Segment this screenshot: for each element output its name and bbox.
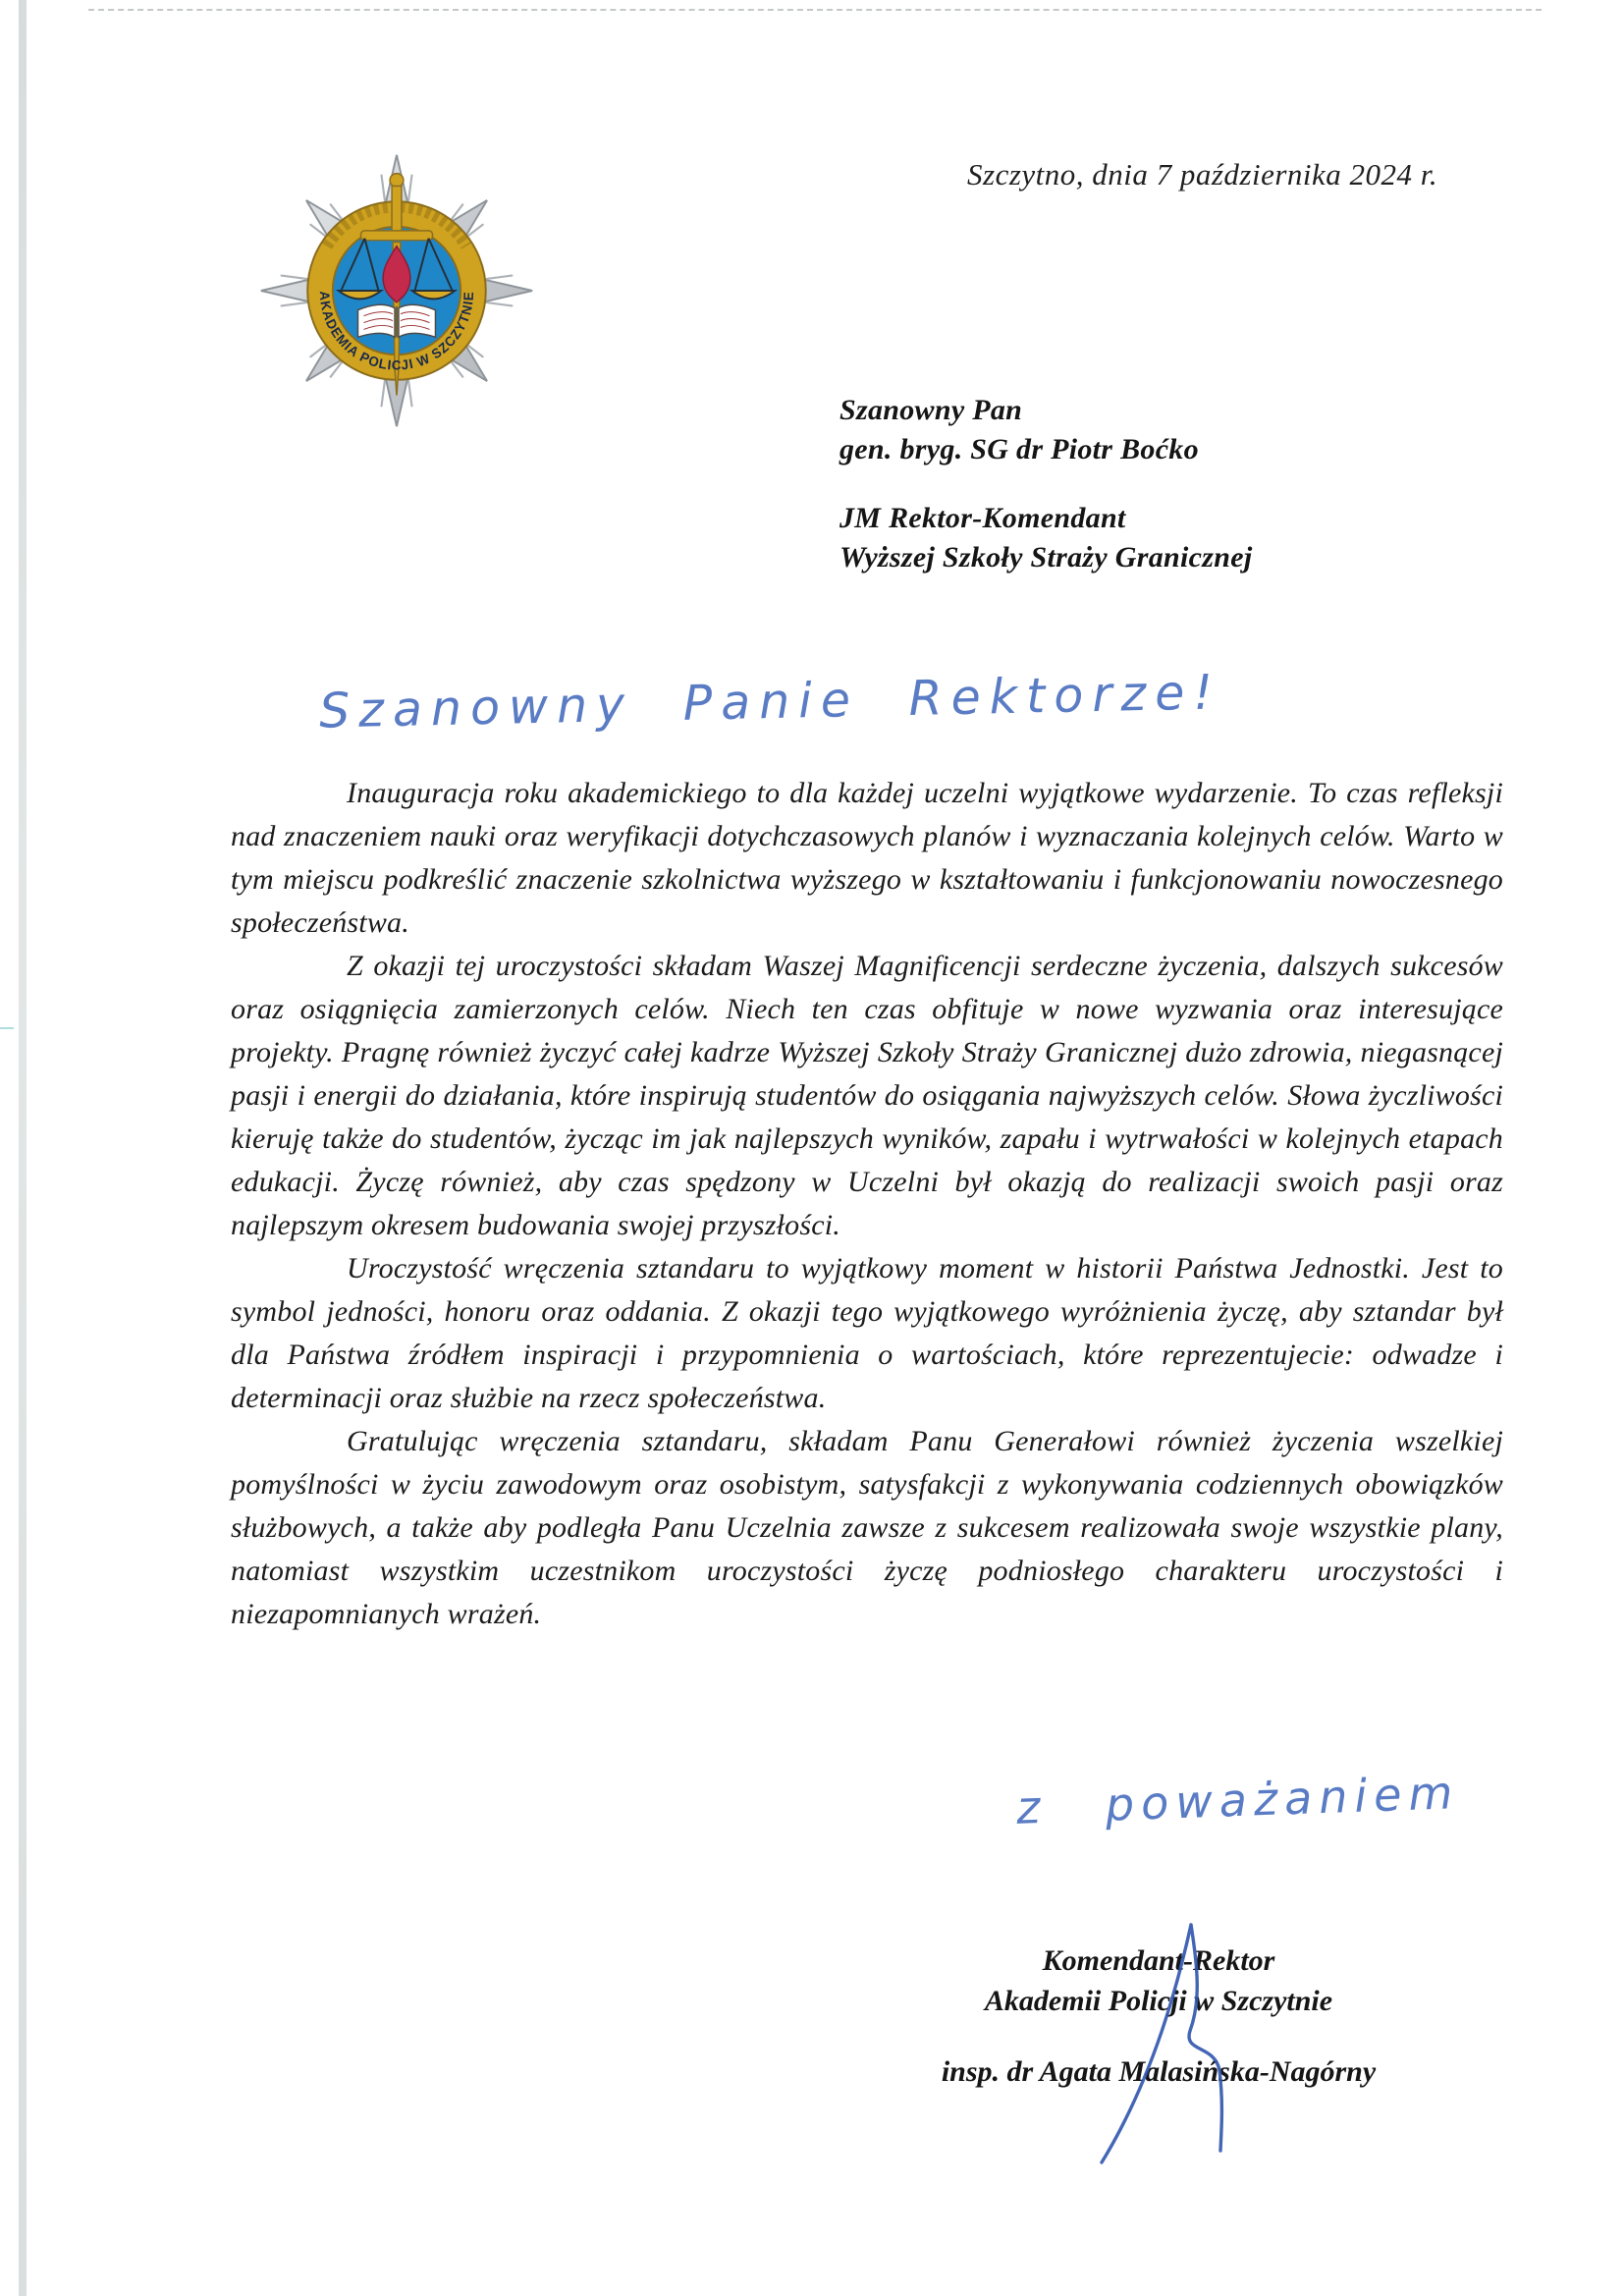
paragraph-3: Uroczystość wręczenia sztandaru to wyjątkowy moment w historii Państwa Jednostki. Jest to symbol jedności, honoru oraz oddania. Z okazji tego wyjątkowego wyróżnienia życzę, aby sztandar był dla Państwa źródłem inspiracji i przypomnienia o wartościach, które reprezentujecie: odwadze i determinacji oraz służbie na rzecz społeczeństwa. [231, 1252, 1503, 1414]
scan-artifact-left-band [19, 0, 27, 2296]
signer-name: insp. dr Agata Malasińska-Nagórny [941, 2055, 1377, 2088]
date-line: Szczytno, dnia 7 października 2024 r. [967, 157, 1438, 191]
handwritten-closing: z poważaniem [1015, 1766, 1461, 1834]
signer-title-line2: Akademii Policji w Szczytnie [984, 1985, 1333, 2017]
recipient-salutation: Szanowny Pan [839, 394, 1023, 426]
letter-body [231, 772, 1503, 1636]
scan-artifact-tick [0, 1027, 14, 1029]
signer-title-line1: Komendant-Rektor [1042, 1944, 1275, 1977]
police-academy-emblem-icon [251, 145, 542, 436]
scan-artifact-top-line [88, 9, 1542, 11]
emblem-open-book [358, 304, 436, 337]
recipient-institution: Wyższej Szkoły Straży Granicznej [839, 541, 1253, 574]
recipient-title: JM Rektor-Komendant [839, 502, 1126, 534]
emblem-ring-text: AKADEMIA POLICJI W SZCZYTNIE [316, 290, 477, 373]
recipient-name: gen. bryg. SG dr Piotr Boćko [839, 433, 1199, 465]
recipient-block [839, 391, 1253, 577]
paragraph-2: Z okazji tej uroczystości składam Waszej Magnificencji serdeczne życzenia, dalszych sukcesów oraz osiągnięcia zamierzonych celów. Niech ten czas obfituje w nowe wyzwania oraz interesujące projekty. Pragnę również życzyć całej kadrze Wyższej Szkoły Straży Granicznej dużo zdrowia, niegasnącej pasji i energii do działania, które inspirują studentów do osiągania najwyższych celów. Słowa życzliwości kieruję także do studentów, życząc im jak najlepszych wyników, zapału i wytrwałości w kolejnych etapach edukacji. Życzę również, aby czas spędzony w Uczelni był okazją do realizacji swoich pasji oraz najlepszym okresem budowania swojej przyszłości. [231, 950, 1503, 1241]
paragraph-4: Gratulując wręczenia sztandaru, składam Panu Generałowi również życzenia wszelkiej pomyślności w życiu zawodowym oraz osobistym, satysfakcji z wykonywania codziennych obowiązków służbowych, a także aby podległa Panu Uczelnia zawsze z sukcesem realizowała swoje wszystkie plany, natomiast wszystkim uczestnikom uroczystości życzę podniosłego charakteru uroczystości i niezapomnianych wrażeń. [231, 1425, 1503, 1630]
paragraph-1: Inauguracja roku akademickiego to dla każdej uczelni wyjątkowe wydarzenie. To czas refleksji nad znaczeniem nauki oraz weryfikacji dotychczasowych planów i wyznaczania kolejnych celów. Warto w tym miejscu podkreślić znaczenie szkolnictwa wyższego w kształtowaniu i funkcjonowaniu nowoczesnego społeczeństwa. [231, 777, 1503, 939]
handwritten-salutation: Szanowny Panie Rektorze! [318, 664, 1222, 739]
handwritten-signature [1060, 1907, 1257, 2174]
